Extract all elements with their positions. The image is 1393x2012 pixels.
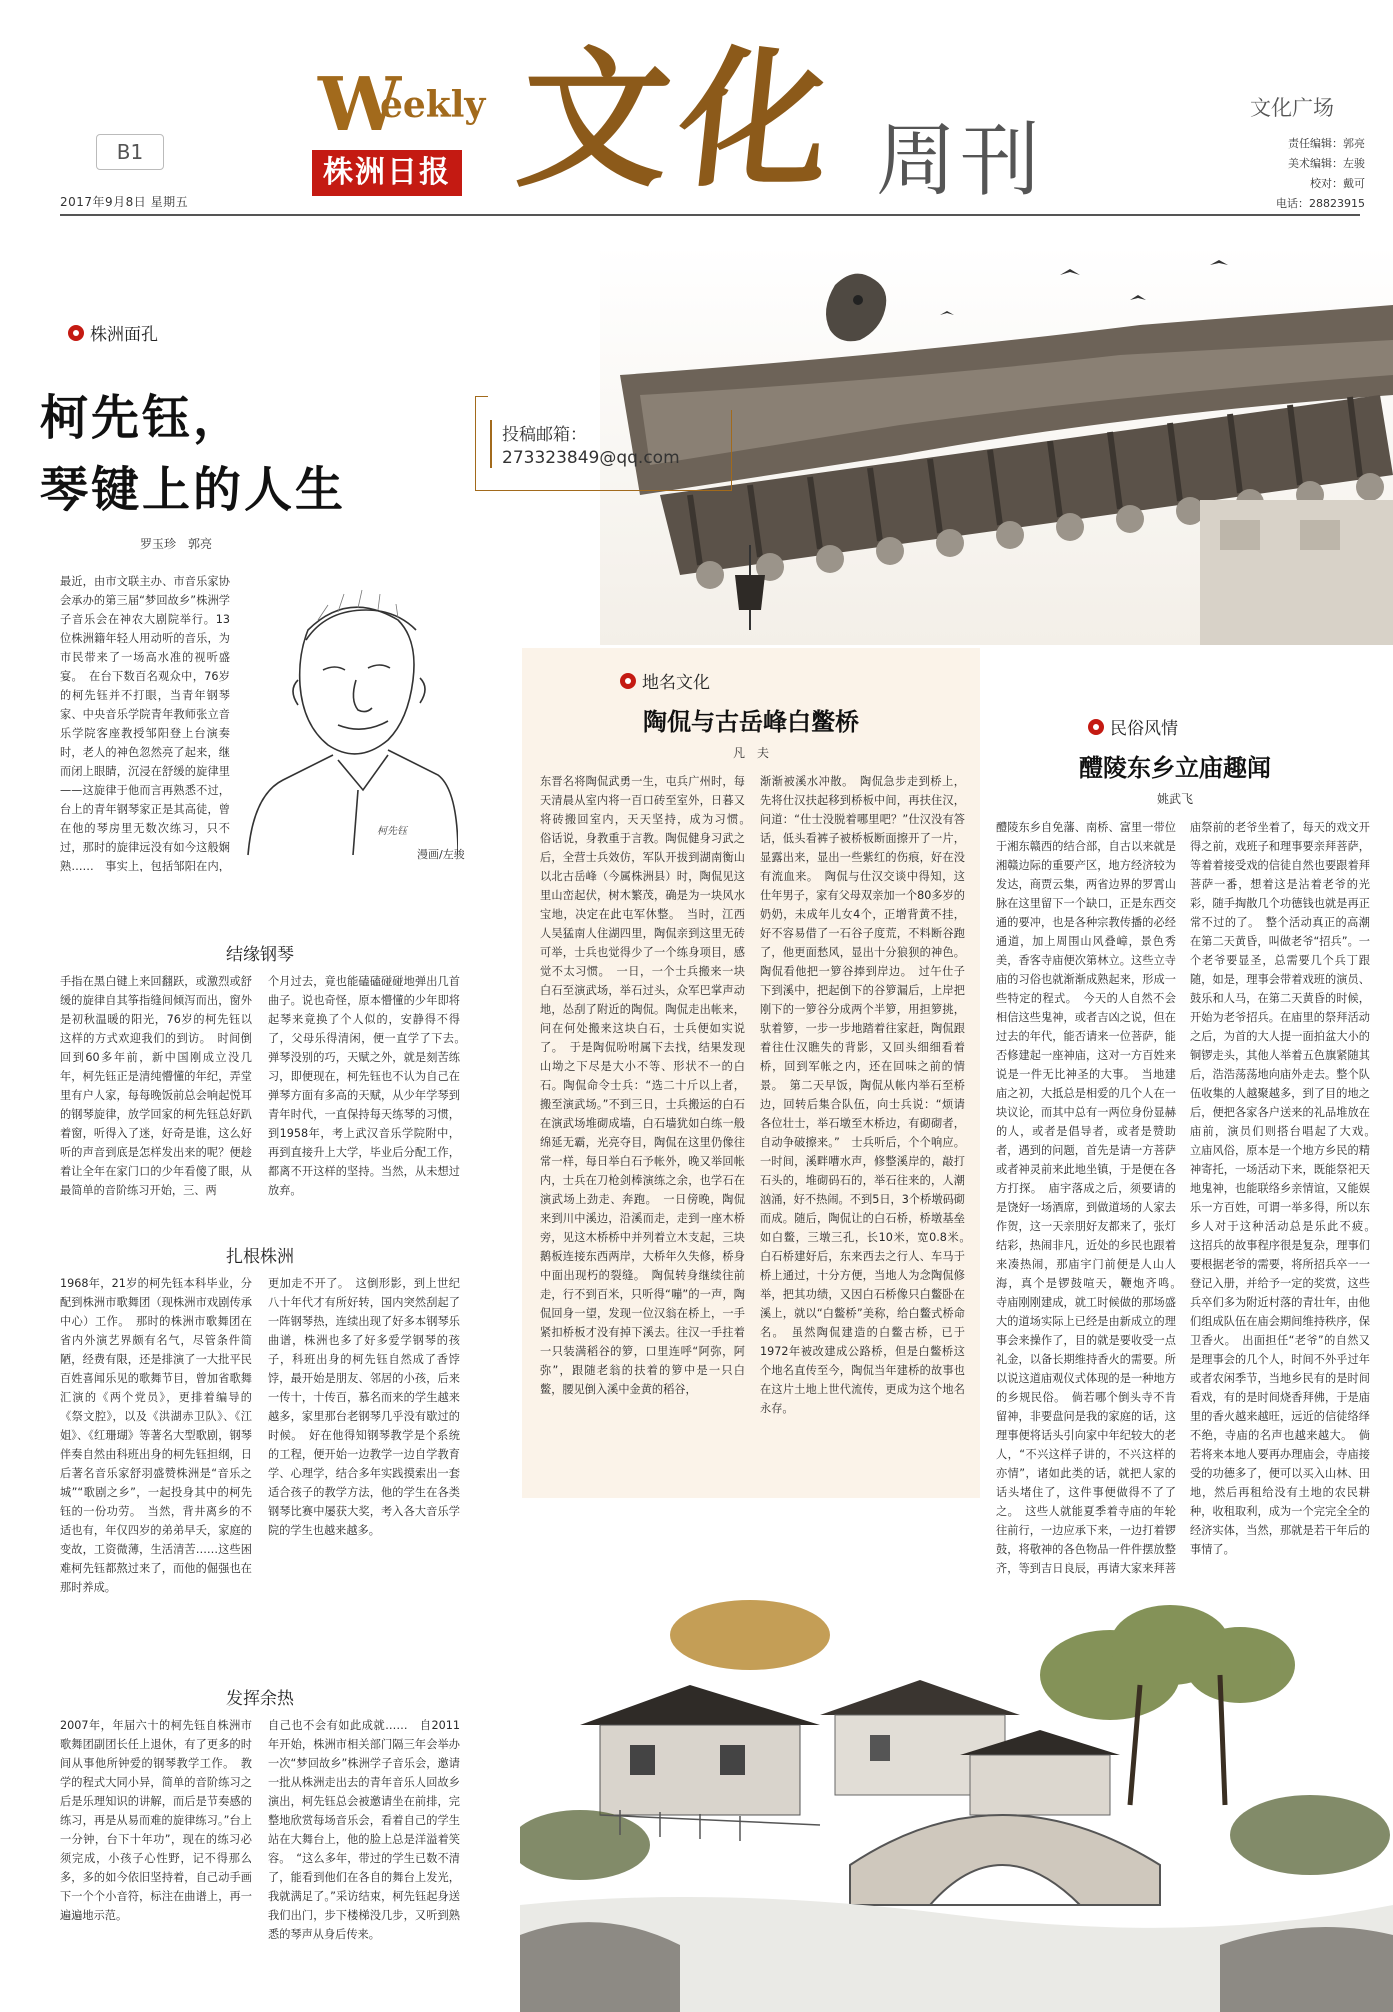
feature-section3-col2: 自己也不会有如此成就…… 自2011年开始，株洲市相关部门隔三年会举办一次“梦回故乡”株洲学子音乐会，邀请一批从株洲走出去的青年音乐人回故乡演出，柯先钰总会被邀请坐在前排，完整地欣赏每场音乐会，看着自己的学生站在大舞台上，他的脸上总是洋溢着笑容。 “这么多年，带过的学生已数不清了，能看到他们在各自的舞台上发光，我就满足了。”采访结束，柯先钰起身送我们出门，步下楼梯没几步，又听到熟悉的琴声从身后传来。 [268,1719,460,1941]
illustration-credit: 漫画/左骏 [417,848,465,861]
right-article-col1: 醴陵东乡自免藩、南桥、富里一带位于湘东赣西的结合部，自古以来就是湘赣边际的重要产区，地方经济较为发达，商贾云集，两省边界的罗霄山脉在这里留下一个缺口，正是东西交通的要冲，也是各种宗教传播的必经通道，加上周围山风叠嶂，景色秀美，香客寺庙便次第林立。这些立寺庙的习俗也就渐渐成熟起来，形成一些特定的程式。 今天的人自然不会相信这些鬼神，或者吉凶之说，但在过去的年代，能否请来一位菩萨，能否修建起一座神庙，这对一方百姓来说是一件无比神圣的大事。 当地建庙之初，大抵总是相爱的几个人在一块议论，而其中总有一两位身份显赫的人，或者是倡导者，或者是赞助者，遇到的问题，首先是请一方菩萨或者神灵前来此地坐镇，于是便在各方打探。 庙宇落成之后，须要请的是饶好一场酒席，到做道场的人家去作贺，这一天亲朋好友都来了，张灯结彩，热闹非凡，近处的乡民也跟着来凑热闹，那庙宇门前便是人山人海，真个是锣鼓喧天，鞭炮齐鸣。 寺庙刚刚建成，就工时候做的那场盛大的道场实际上已经是由新成立的理事会来操作了，目的就是要收受一点礼金，以备长期维持香火的需要。所以说这道庙观仪式体现的是一种地方的乡规民俗。 倘若哪个倒头寺不肯留神，非要盘问是我的家庭的话，这理事便将话头引向家中年纪较大的老人，“不兴这样子讲的，不兴这样的亦情”，诸如此类的话，就把人家的话头堵住了，这件事便做得不了了之。 这些人就能夏季着寺庙的年轮往前行，一边应承下来，一边打着锣鼓，将敬神的各色物品一件件摆放整齐，等到吉日良辰，再请大家来拜菩 [996,821,1176,1575]
right-byline: 姚武飞 [1156,792,1193,806]
right-headline: 醴陵东乡立庙趣闻 [1079,753,1271,782]
mailbox-address[interactable]: 273323849@qq.com [502,448,680,468]
right-section-label: 民俗风情 [1110,719,1178,739]
middle-section-label: 地名文化 [642,673,710,693]
credit-line: 电话：28823915 [1276,197,1365,210]
feature-section3-col1: 2007年，年届六十的柯先钰自株洲市歌舞团副团长任上退休，有了更多的时间从事他所钟爱的钢琴教学工作。 教学的程式大同小异，简单的音阶练习之后是乐理知识的讲解，而后是节奏感的练习，再是从易而难的旋律练习。”台上一分钟，台下十年功”，现在的练习必须完成，小孩子心性野，记不得那么多，多的如今依旧坚持着，自己动手画下一个个小音符，标注在曲谱上，再一遍遍地示范。 [60,1719,252,1922]
issue-date: 2017年9月8日 星期五 [60,195,189,209]
page-title: 文化 [510,32,850,208]
masthead-divider [60,214,1360,216]
feature-section2-col2: 更加走不开了。 这倒形影，到上世纪八十年代才有所好转，国内突然刮起了一阵钢琴热，连续出现了好多本钢琴乐曲谱，株洲也多了好多爱学钢琴的孩子，科班出身的柯先钰自然成了香饽饽，最开始是朋友、邻居的小孩，后来一传十，十传百，慕名而来的学生越来越多，家里那台老钢琴几乎没有歇过的时候。 好在他得知钢琴教学是个系统的工程，便开始一边教学一边自学教育学、心理学，结合多年实践摸索出一套适合孩子的教学方法，他的学生在各类钢琴比赛中屡获大奖，考入各大音乐学院的学生也越来越多。 [268,1277,460,1537]
feature-section-tag [68,320,158,345]
page-number-badge: B1 [96,134,164,170]
credit-line: 责任编辑：郭亮 [1288,137,1365,150]
middle-headline: 陶侃与古岳峰白鳖桥 [643,707,859,736]
feature-headline-line1: 柯先钰， [40,390,245,446]
illustration-signature: 柯先钰 [377,826,407,837]
feature-section1-col2: 个月过去，竟也能磕磕碰碰地弹出几首曲子。说也奇怪，原本懵懂的少年即将起琴来竟换了个人似的，安静得不得了，父母乐得清闲，便一直学了下去。 弹琴没别的巧，天赋之外，就是刻苦练习，即便现在，柯先钰也不认为自己在弹琴方面有多高的天赋，从少年学琴到青年时代，一直保持每天练琴的习惯，到1958年，考上武汉音乐学院附中，再到直接升上大学，毕业后分配工作，都离不开这样的坚持。当然，从未想过放弃。 [268,975,460,1197]
feature-subhead-3: 发挥余热 [226,1689,294,1709]
weekly-logo-text: eekly [380,84,486,126]
section-name: 文化广场 [1250,96,1334,120]
feature-intro-tail [60,880,460,916]
feature-section-label: 株洲面孔 [90,325,158,345]
feature-subhead-1: 结缘钢琴 [226,945,294,965]
editor-credits [1235,134,1365,214]
feature-intro-text: 最近，由市文联主办、市音乐家协会承办的第三届“梦回故乡”株洲学子音乐会在神农大剧院举行。13位株洲籍年轻人用动听的音乐，为市民带来了一场高水准的视听盛宴。 在台下数百名观众中，76岁的柯先钰并不打眼，当青年钢琴家、中央音乐学院青年教师张立音乐学院客座教授邹阳登上台演奏时，老人的神色忽然亮了起来，继而闭上眼睛，沉浸在舒缓的旋律里——这旋律于他而言再熟悉不过，台上的青年钢琴家正是其高徒，曾在他的琴房里无数次练习，只不过，那时的旋律远没有如今这般娴熟…… 事实上，包括邹阳在内， [60,575,230,872]
page-subtitle: 周刊 [876,114,1044,207]
section-bullet-icon [1088,719,1104,735]
middle-article-col1: 东晋名将陶侃武勇一生，屯兵广州时，每天清晨从室内将一百口砖至室外，日暮又将砖搬回室内，天天坚持，成为习惯。 俗话说，身教重于言教。陶侃健身习武之后，全营士兵效仿，军队开拔到湖南衡山以北古岳峰（今属株洲县）时，陶侃见这里山峦起伏，树木繁茂，确是为一块风水宝地，决定在此屯军休整。 当时，江西人吴猛南人住湖四里，陶侃亲到这里无砖可举，士兵也觉得少了一个练身项目，感觉不太习惯。 一日，一个士兵搬来一块白石至演武场，举石过头，众军巴掌声动地，怂刮了附近的陶侃。陶侃走出帐来，问在何处搬来这块白石，士兵便如实说了。 于是陶侃吩咐属下去找，结果发现山坳之下尽是大小不等、形状不一的白石。陶侃命令士兵：“选二十斤以上者，搬至演武场。”不到三日，士兵搬运的白石在演武场堆砌成墙，白石墙犹如白练一般绵延无霸，光亮夺目，陶侃在这里仍像往常一样，每日举白石予帐外，晚又举回帐内，士兵在刀枪剑棒演练之余，也学石在演武场上劲走、奔跑。 一日傍晚，陶侃来到川中溪边，沿溪而走，走到一座木桥旁，见这木桥桥中并列着立木支起，三块鹅板连接东西两岸，大桥年久失修，桥身中面出现朽的裂缝。 陶侃转身继续往前走，行不到百米，只听得“嘣”的一声，陶侃回身一望，发现一位汉翁在桥上，一手紧扣桥板才没有掉下溪去。往汉一手拄着一只装满稻谷的箩，口里连呼“阿弥，阿弥”，跟随老翁的扶着的箩中是一只白鳖，腰见倒入溪中金黄的稻谷， [540,775,745,1396]
right-section-tag [1088,714,1178,739]
feature-headline-line2: 琴键上的人生 [40,462,347,518]
middle-article-col2: 渐渐被溪水冲散。 陶侃急步走到桥上，先将仕汉扶起移到桥板中间，再扶住汉，问道：“仕士没脱着哪里吧？”仕汉没有答话，低头看裤子被桥板断面擦开了一片，显露出来，显出一些紫红的伤痕，好在没有流血来。 陶侃与仕汉交谈中得知，这仕年男子，家有父母双亲加一个80多岁的奶奶，未成年儿女4个，正增背黄不挂，好不容易借了一石谷子度荒，不料断谷跑了，他更面愁风，显出十分狼狈的神色。陶侃看他把一箩谷捧到岸边。 过午仕子下到溪中，把起倒下的谷箩漏后，上岸把刚下的一箩谷分成两个半箩，用担箩挑，驮着箩，一步一步地踏着往家赶，陶侃跟着往仕汉瞧失的背影，又回头细细看着桥，回到军帐之内，还在回味之前的情景。 第二天早饭，陶侃从帐内举石至桥边，回转后集合队伍，向士兵说：“烦请各位壮士，举石墩至木桥边，有砌砌者，自动争破擦来。” 士兵听后，个个响应。一时间，溪畔嘈水声，修整溪岸的，敲打石头的，堆砌码石的，举石往来的，人潮汹涌，好不热闹。不到5日，3个桥墩码砌而成。随后，陶侃让的白石桥，桥墩基垒如白鳖，三墩三孔，长10米，宽0.8米。 白石桥建好后，东来西去之行人、车马于桥上通过，十分方便，当地人为念陶侃修举，把其功绩，又因白石桥像只白鳖卧在溪上，就以“白鳖桥”美称，给白鳖式桥命名。 虽然陶侃建造的白鳖古桥，已于1972年被改建成公路桥，但是白鳖桥这个地名直传至今，陶侃当年建桥的故事也在这片土地上世代流传，更成为这个地名永存。 [760,775,965,1415]
section-bullet-icon [620,673,636,689]
credit-line: 美术编辑：左骏 [1288,157,1365,170]
feature-section1-col1: 手指在黑白键上来回翻跃，或激烈或舒缓的旋律自其筝指缝间倾泻而出，窗外是初秋温暖的阳光，76岁的柯先钰以这样的方式欢迎我们的到访。 时间倒回到60多年前，新中国刚成立没几年，柯先钰正是清纯懵懂的年纪，弄堂里有户人家，每每晚饭前总会响起悦耳的钢琴旋律，放学回家的柯先钰总好趴着窗，听得入了迷，好奇是谁，这么好听的声音到底是怎样发出来的呢？便趁着让全年在家门口的少年看傻了眼，从最简单的音阶练习开始，三、两 [60,975,252,1197]
feature-subhead-2: 扎根株洲 [226,1247,294,1267]
ink-village-painting [520,1345,1393,2012]
weekly-logo-w: W [318,62,402,148]
mailbox-label: 投稿邮箱： [502,425,587,445]
section-bullet-icon [68,325,84,341]
newspaper-logo: 株洲日报 [312,150,462,196]
middle-byline: 凡 夫 [732,746,769,760]
feature-section2-col1: 1968年，21岁的柯先钰本科毕业，分配到株洲市歌舞团（现株洲市戏剧传承中心）工作。 那时的株洲市歌舞团在省内外演艺界颇有名气，尽管条件简陋，经费有限，还是排演了一大批平民百姓喜闻乐见的歌舞节目，曾加省歌舞汇演的《两个党员》，更排着编导的《祭文腔》，以及《洪湖赤卫队》、《江姐》、《红珊瑚》等著名大型歌剧，钢琴伴奏自然由科班出身的柯先钰担纲，日后著名音乐家舒羽盛赞株洲是“音乐之城”“歌剧之乡”，一起投身其中的柯先钰的一份功劳。 当然，背井离乡的不适也有，年仅四岁的弟弟早夭，家庭的变故，工资微薄，生活清苦……这些困难柯先钰都熬过来了，而他的倔强也在那时养成。 [60,1277,252,1594]
portrait-sketch [238,560,458,860]
feature-headline [40,382,346,526]
submission-mailbox [475,410,732,491]
right-article-col2: 庙祭前的老爷坐着了，每天的戏文开得之前，戏班子和理事要亲拜菩萨，等着着接受戏的信徒自然也要跟着拜菩萨一番，想着这是沾着老爷的光彩，随手掏散几个功德钱也就是再正常不过的了。 整个活动真正的高潮在第二天黄昏，叫做老爷“招兵”。一个老爷要显圣，总需要几个兵丁跟随，如是，理事会带着戏班的演员、鼓乐和人马，在第二天黄昏的时候，开始为老爷招兵。在庙里的祭拜活动之后，为首的大人提一面拍盆大小的铜锣走头，其他人举着五色旗紧随其后，浩浩荡荡地向庙外走去。整个队伍收集的人越聚越多，到了目的地之后，便把各家各户送来的礼品堆放在庙前，演员们则搭台唱起了大戏。 立庙风俗，原本是一个地方乡民的精神寄托，一场活动下来，既能祭祀天地鬼神，也能联络乡亲情谊，又能娱乐一方百姓，可谓一举多得，所以东乡人对于这种活动总是乐此不疲。 这招兵的故事程序很是复杂，理事们要根据老爷的需要，将所招兵卒一一登记入册，并给予一定的奖赏，这些兵卒们多为附近村落的青壮年，由他们组成队伍在庙会期间维持秩序，保卫香火。 出面担任“老爷”的自然又是理事会的几个人，时间不外乎过年或者农闲季节，当地乡民有的是时间看戏，有的是时间烧香拜佛，于是庙里的香火越来越旺，远近的信徒络绎不绝，寺庙的名声也越来越大。 倘若将来本地人要再办理庙会，寺庙接受的功德多了，便可以买入山林、田地，然后再租给没有土地的农民耕种，收租取利，成为一个完完全全的经济实体，当然，那就是若干年后的事情了。 [1190,821,1370,1556]
feature-byline: 罗玉珍 郭亮 [140,537,213,551]
credit-line: 校对：戴可 [1310,177,1365,190]
middle-section-tag [620,668,710,693]
